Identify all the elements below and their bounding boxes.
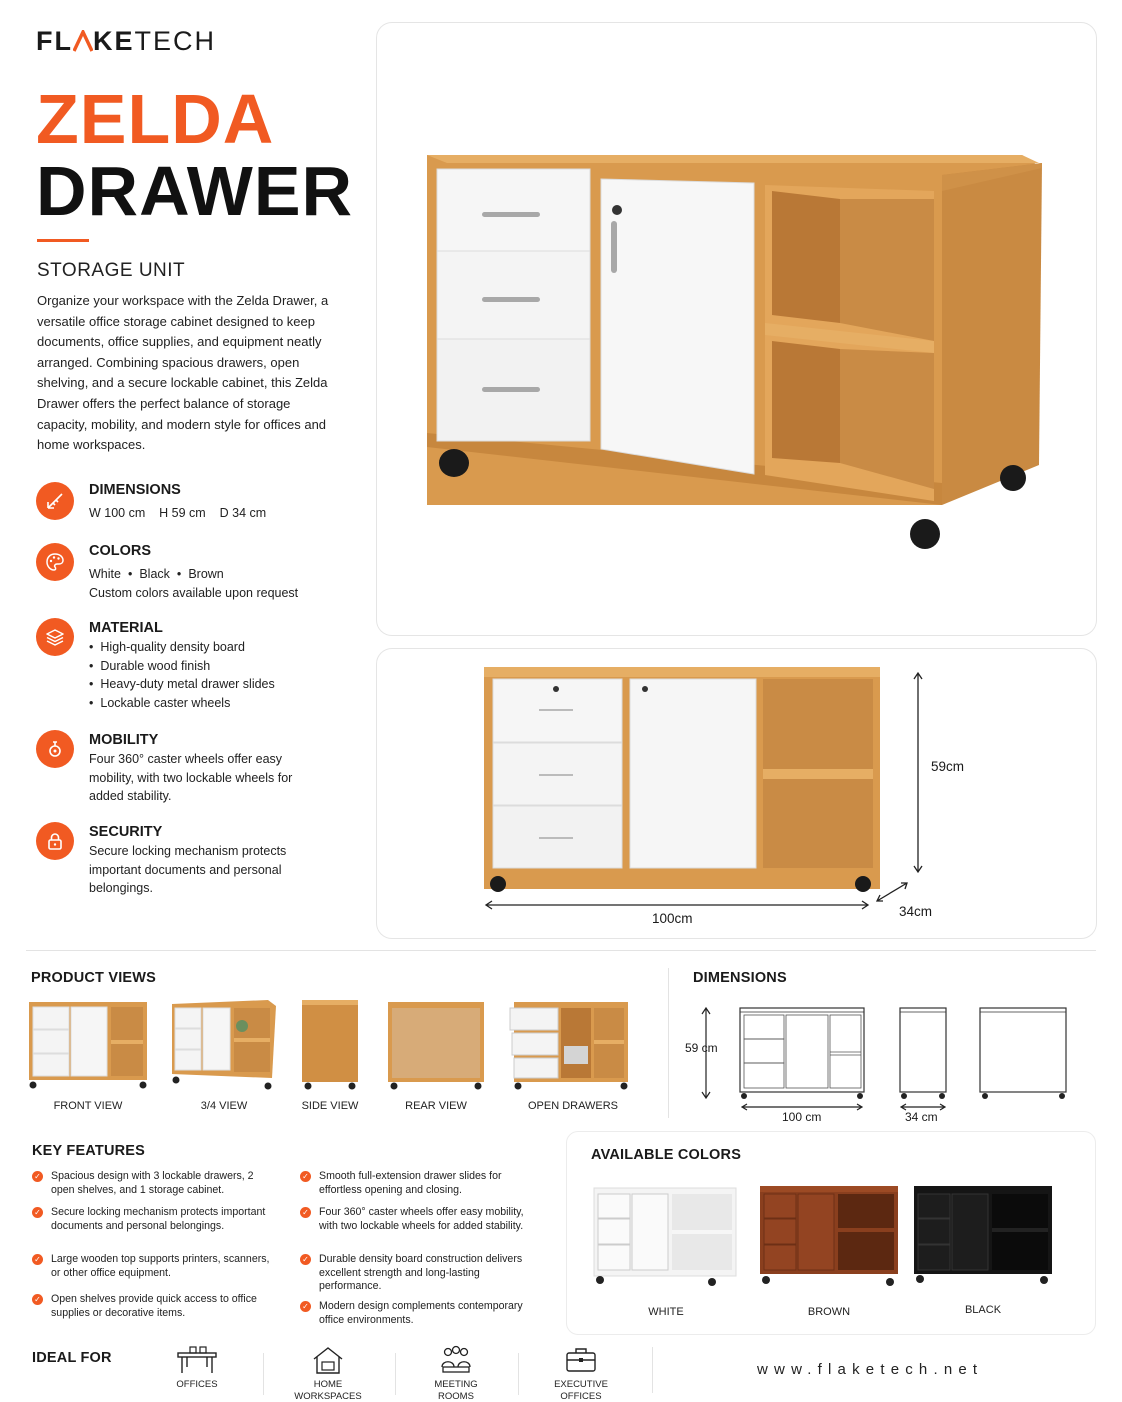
dim-height: H 59 cm bbox=[159, 506, 206, 520]
hero-cabinet-illustration bbox=[377, 23, 1098, 637]
feature-item: ✓ Four 360° caster wheels offer easy mobility, with two lockable wheels for added stability. bbox=[300, 1206, 525, 1253]
spec-title: COLORS bbox=[89, 543, 152, 559]
color-brown-label: Brown bbox=[188, 567, 224, 581]
ideal-label: HOME WORKSPACES bbox=[294, 1379, 362, 1402]
website-link[interactable]: www.flaketech.net bbox=[757, 1361, 984, 1378]
check-icon: ✓ bbox=[300, 1301, 311, 1312]
spec-title: SECURITY bbox=[89, 824, 163, 840]
white-cabinet-image bbox=[592, 1182, 740, 1290]
spec-title: MATERIAL bbox=[89, 620, 163, 636]
ideal-executive-offices bbox=[545, 1345, 617, 1402]
dimensions-section-title: DIMENSIONS bbox=[693, 970, 787, 986]
key-features-title: KEY FEATURES bbox=[32, 1143, 146, 1159]
side-view-thumbnail[interactable] bbox=[300, 998, 360, 1092]
ideal-meeting-rooms bbox=[422, 1345, 490, 1402]
rear-view-thumbnail[interactable] bbox=[386, 1000, 486, 1092]
home-icon bbox=[311, 1345, 345, 1375]
ideal-label: MEETING ROOMS bbox=[434, 1379, 478, 1402]
open-drawers-caption: OPEN DRAWERS bbox=[527, 1100, 619, 1112]
brown-cabinet-image bbox=[758, 1182, 900, 1290]
layers-icon bbox=[36, 618, 74, 656]
ideal-for-title: IDEAL FOR bbox=[32, 1350, 112, 1366]
feature-item: ✓ Modern design complements contemporary office environments. bbox=[300, 1300, 525, 1327]
meeting-icon bbox=[439, 1345, 473, 1375]
feature-item: ✓ Spacious design with 3 lockable drawers, 2 open shelves, and 1 storage cabinet. bbox=[32, 1170, 272, 1206]
security-text: Secure locking mechanism protects important documents and personal belongings. bbox=[89, 844, 287, 896]
color-label-black: BLACK bbox=[964, 1304, 1002, 1316]
ideal-label: OFFICES bbox=[176, 1379, 218, 1390]
briefcase-icon bbox=[564, 1345, 598, 1375]
ruler-icon bbox=[36, 482, 74, 520]
drawing-depth-label: 34 cm bbox=[905, 1110, 938, 1124]
color-label-white: WHITE bbox=[648, 1306, 684, 1318]
palette-icon bbox=[36, 543, 74, 581]
check-icon: ✓ bbox=[32, 1207, 43, 1218]
spec-title: DIMENSIONS bbox=[89, 482, 181, 498]
product-title-line1: ZELDA bbox=[36, 80, 275, 158]
ideal-divider bbox=[652, 1347, 653, 1393]
check-icon: ✓ bbox=[300, 1171, 311, 1182]
ideal-label: EXECUTIVE OFFICES bbox=[554, 1379, 608, 1402]
caster-wheel-icon bbox=[36, 730, 74, 768]
side-view-caption: SIDE VIEW bbox=[301, 1100, 359, 1112]
mobility-text: Four 360° caster wheels offer easy mobility, with two lockable wheels for added stability. bbox=[89, 752, 293, 804]
ideal-home-workspaces bbox=[292, 1345, 364, 1402]
front-view-thumbnail[interactable] bbox=[27, 1000, 149, 1092]
dim-width: W 100 cm bbox=[89, 506, 146, 520]
open-drawers-image bbox=[508, 1000, 630, 1092]
brand-a-letter bbox=[73, 26, 93, 57]
product-title-line2: DRAWER bbox=[36, 152, 354, 230]
spec-dimensions bbox=[36, 482, 336, 524]
spec-security bbox=[36, 822, 336, 902]
color-swatch-black[interactable] bbox=[912, 1182, 1054, 1288]
feature-item: ✓ Durable density board construction delivers excellent strength and long-lasting performance. bbox=[300, 1253, 525, 1300]
color-black-label: Black bbox=[139, 567, 170, 581]
product-subtitle: STORAGE UNIT bbox=[37, 260, 186, 281]
feature-item: ✓ Large wooden top supports printers, scanners, or other office equipment. bbox=[32, 1253, 272, 1293]
color-note: Custom colors available upon request bbox=[89, 585, 299, 600]
section-divider bbox=[26, 950, 1096, 951]
front-view-dimension-illustration bbox=[377, 649, 1098, 940]
dim-depth: D 34 cm bbox=[219, 506, 267, 520]
lock-icon bbox=[36, 822, 74, 860]
key-features-column-1 bbox=[32, 1170, 272, 1320]
width-dimension-label: 100cm bbox=[652, 911, 693, 926]
key-features-column-2 bbox=[300, 1170, 525, 1327]
ideal-offices bbox=[165, 1345, 229, 1391]
check-icon: ✓ bbox=[300, 1207, 311, 1218]
product-views-title: PRODUCT VIEWS bbox=[31, 970, 157, 986]
ideal-divider bbox=[518, 1353, 519, 1395]
ideal-divider bbox=[263, 1353, 264, 1395]
color-white-label: White bbox=[89, 567, 121, 581]
depth-dimension-label: 34cm bbox=[899, 904, 933, 919]
black-cabinet-image bbox=[912, 1182, 1054, 1288]
spec-colors: COLORS White • Black • Brown Custom colors available upon request bbox=[36, 543, 336, 603]
section-divider-vertical bbox=[668, 968, 669, 1118]
front-view-image bbox=[27, 1000, 149, 1092]
hero-product-card bbox=[376, 22, 1097, 636]
check-icon: ✓ bbox=[300, 1254, 311, 1265]
available-colors-title: AVAILABLE COLORS bbox=[591, 1147, 742, 1163]
feature-item: ✓ Secure locking mechanism protects important documents and personal belongings. bbox=[32, 1206, 272, 1253]
feature-item: ✓ Smooth full-extension drawer slides for effortless opening and closing. bbox=[300, 1170, 525, 1206]
material-item: • High-quality density board bbox=[89, 638, 329, 657]
product-intro: Organize your workspace with the Zelda Drawer, a versatile office storage cabinet designed to keep documents, office supplies, and equipment neatly arranged. Combining spacious drawers, open shelving, and a secure lockable cabinet, this Zelda Drawer offers the perfect balance of storage capacity, mobility, and modern style for offices and home workspaces. bbox=[37, 293, 329, 453]
drawing-height-label: 59 cm bbox=[685, 1041, 718, 1055]
check-icon: ✓ bbox=[32, 1171, 43, 1182]
rear-view-caption: REAR VIEW bbox=[405, 1100, 467, 1112]
color-swatch-brown[interactable] bbox=[758, 1182, 900, 1290]
front-view-caption: FRONT VIEW bbox=[53, 1100, 123, 1112]
material-item: • Durable wood finish bbox=[89, 657, 329, 676]
desk-icon bbox=[176, 1345, 218, 1375]
spec-mobility bbox=[36, 730, 336, 810]
brand-logo: FL KETECH bbox=[36, 26, 217, 56]
color-swatch-white[interactable] bbox=[592, 1182, 740, 1290]
material-item: • Heavy-duty metal drawer slides bbox=[89, 675, 329, 694]
feature-item: ✓ Open shelves provide quick access to office supplies or decorative items. bbox=[32, 1293, 272, 1320]
height-dimension-label: 59cm bbox=[931, 759, 965, 774]
material-list bbox=[89, 638, 329, 712]
spec-title: MOBILITY bbox=[89, 732, 159, 748]
material-item: • Lockable caster wheels bbox=[89, 694, 329, 713]
accent-rule bbox=[37, 239, 89, 242]
three-quarter-view-thumbnail[interactable] bbox=[168, 998, 280, 1092]
three-quarter-view-caption: 3/4 VIEW bbox=[200, 1100, 248, 1112]
open-drawers-thumbnail[interactable] bbox=[508, 1000, 630, 1092]
check-icon: ✓ bbox=[32, 1294, 43, 1305]
side-view-image bbox=[300, 998, 360, 1092]
rear-view-image bbox=[386, 1000, 486, 1092]
ideal-divider bbox=[395, 1353, 396, 1395]
check-icon: ✓ bbox=[32, 1254, 43, 1265]
drawing-width-label: 100 cm bbox=[782, 1110, 822, 1124]
spec-material bbox=[36, 618, 336, 716]
three-quarter-view-image bbox=[168, 998, 280, 1092]
color-label-brown: BROWN bbox=[807, 1306, 851, 1318]
dimension-line-drawings bbox=[680, 1000, 1080, 1115]
dimension-diagram-card bbox=[376, 648, 1097, 939]
